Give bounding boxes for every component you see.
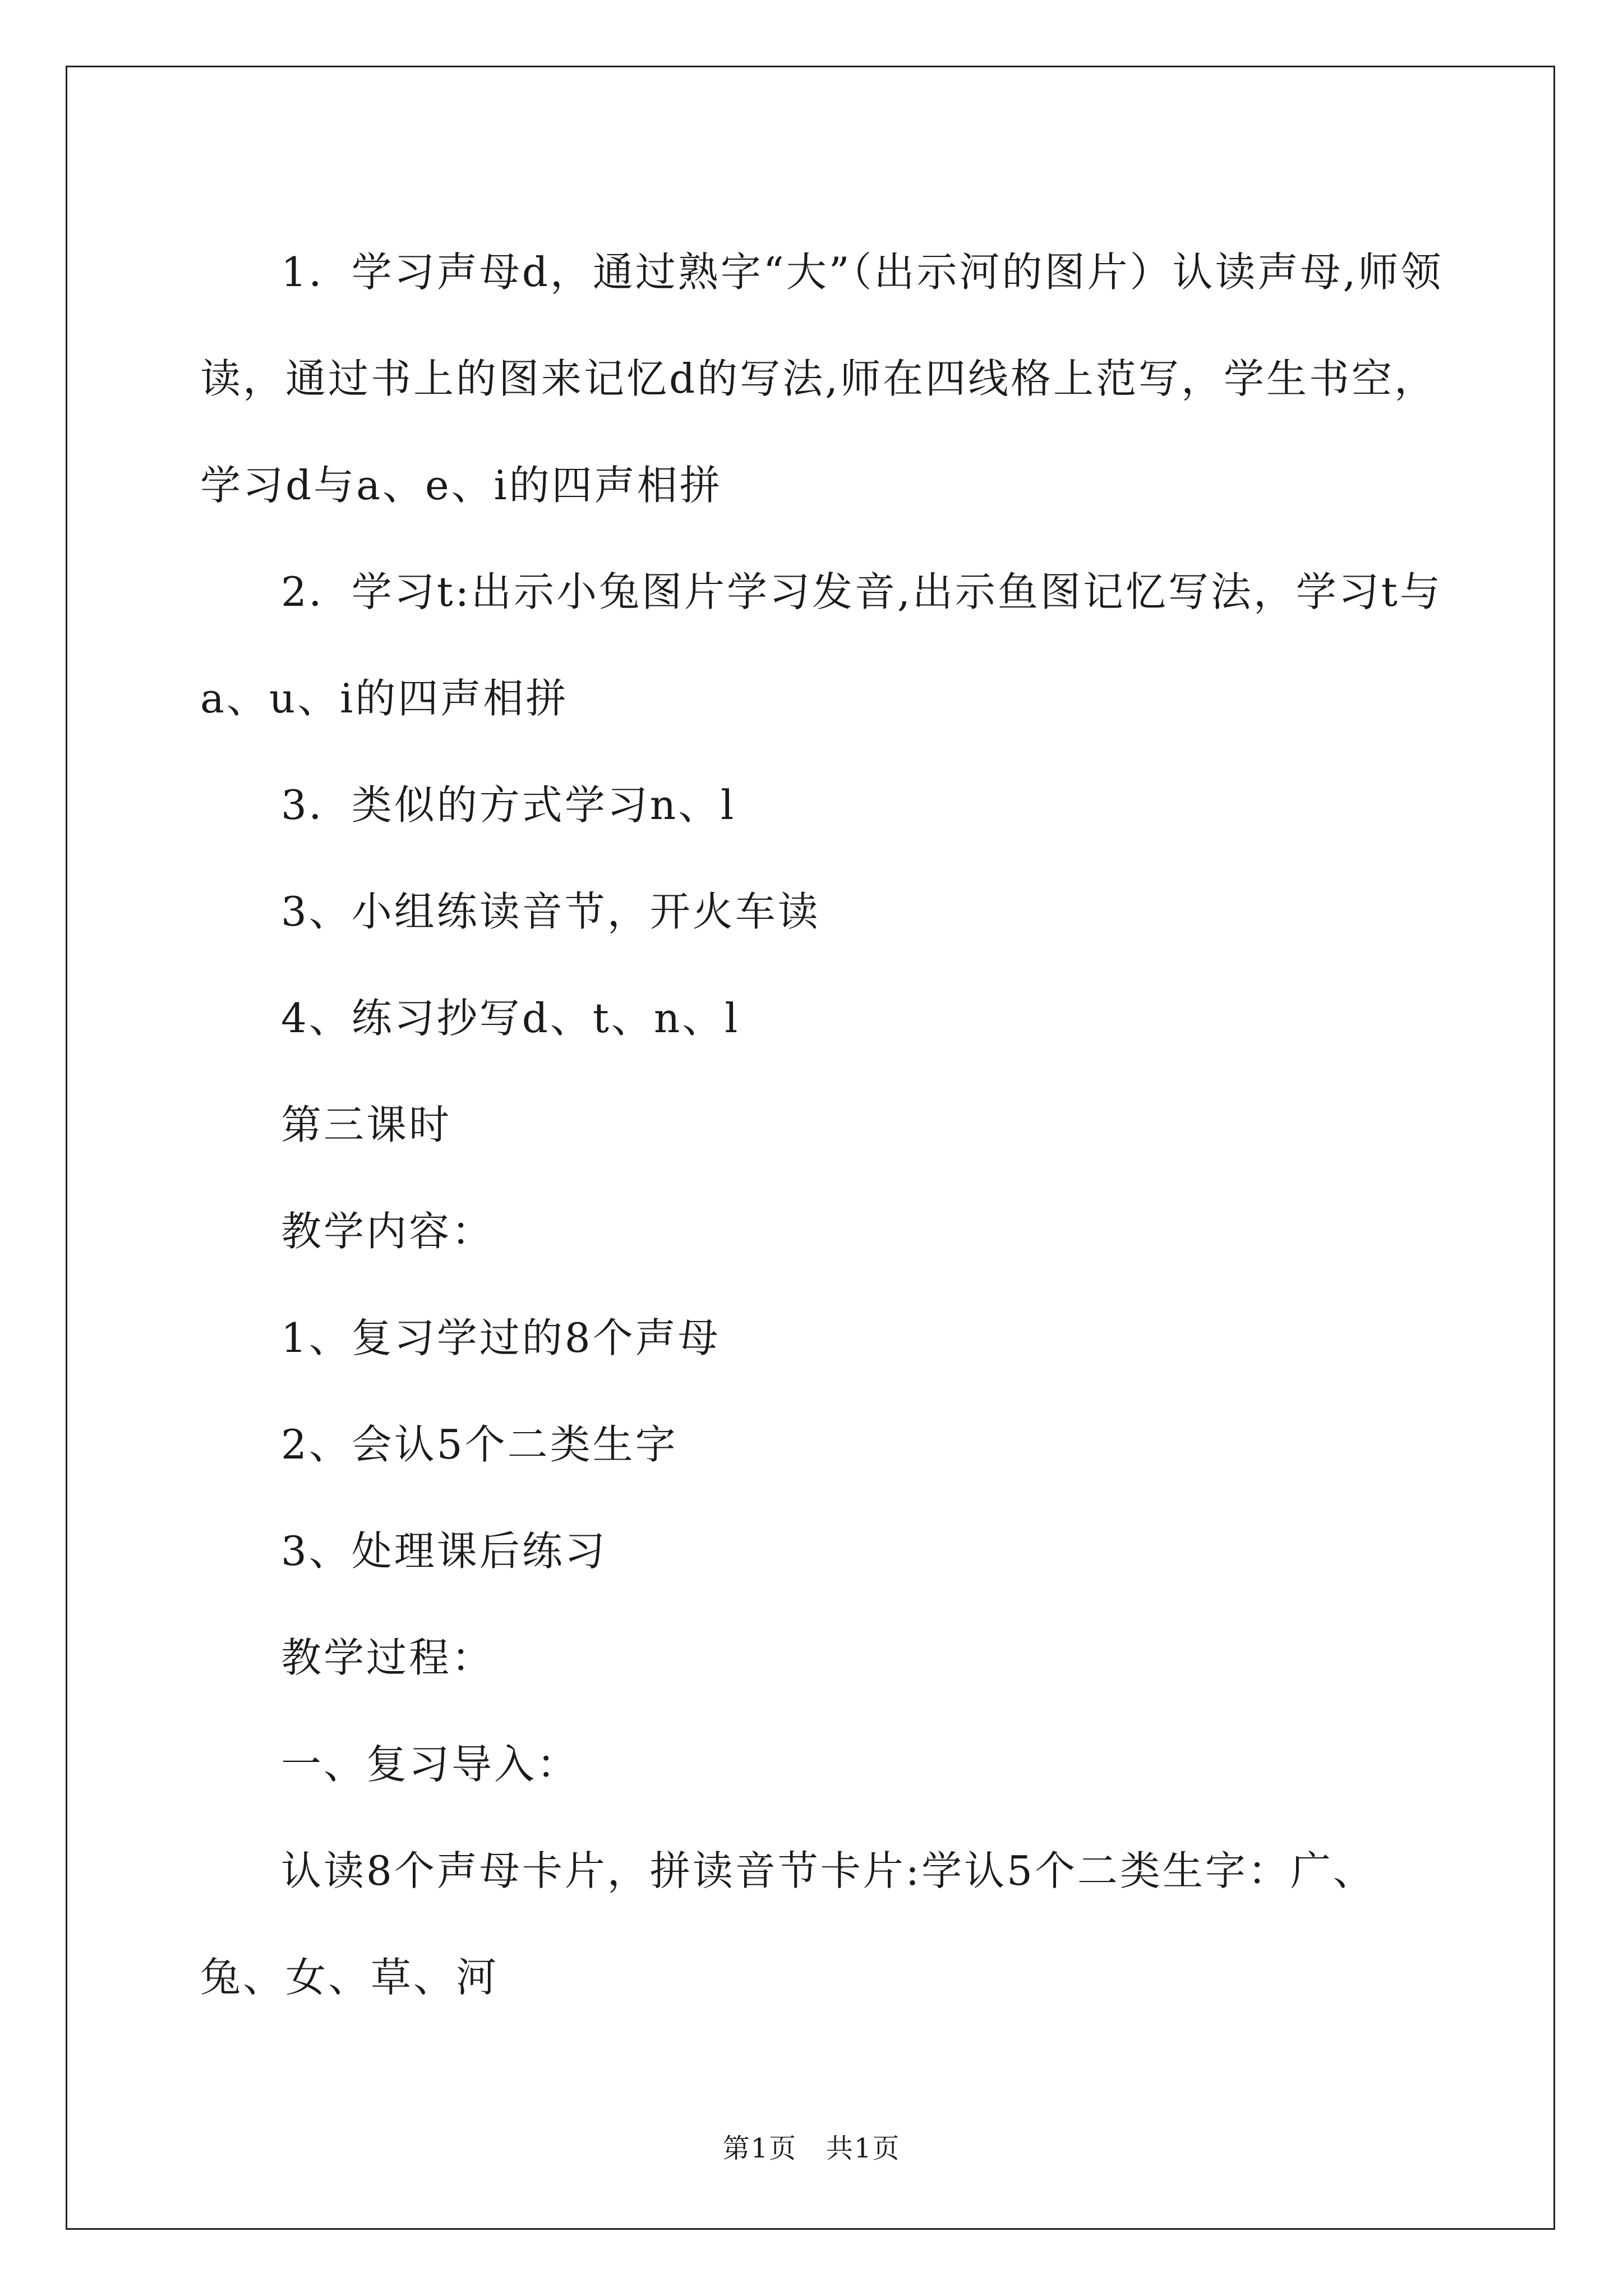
heading-teaching-process: 教学过程： bbox=[281, 1634, 495, 1681]
page-footer bbox=[0, 2132, 1623, 2165]
paragraph-copy-practice: 4、练习抄写d、t、n、l bbox=[281, 995, 740, 1042]
list-item-review-initials: 1、复习学过的8个声母 bbox=[281, 1314, 721, 1361]
heading-review-intro: 一、复习导入： bbox=[281, 1741, 580, 1788]
paragraph-group-reading: 3、小组练读音节，开火车读 bbox=[281, 888, 820, 935]
paragraph-learn-n-l: 3．类似的方式学习n、l bbox=[281, 781, 736, 829]
page-number-total: 共1页 bbox=[826, 2133, 901, 2164]
list-item-exercises: 3、处理课后练习 bbox=[281, 1527, 607, 1575]
section-heading-third-lesson: 第三课时 bbox=[281, 1101, 452, 1148]
paragraph-learn-t: 2．学习t:出示小兔图片学习发音,出示鱼图记忆写法，学习t与a、u、i的四声相拼 bbox=[200, 568, 1442, 722]
document-body bbox=[200, 219, 1456, 2031]
heading-teaching-content: 教学内容： bbox=[281, 1208, 495, 1255]
page-number-current: 第1页 bbox=[722, 2133, 797, 2164]
paragraph-learn-d: 1．学习声母d，通过熟字“大”（出示河的图片）认读声母,师领读，通过书上的图来记忆d的写法,师在四线格上范写，学生书空，学习d与a、e、i的四声相拼 bbox=[200, 249, 1444, 509]
list-item-recognize-characters: 2、会认5个二类生字 bbox=[281, 1421, 678, 1468]
paragraph-card-reading: 认读8个声母卡片，拼读音节卡片:学认5个二类生字：广、兔、女、草、河 bbox=[200, 1847, 1376, 2001]
